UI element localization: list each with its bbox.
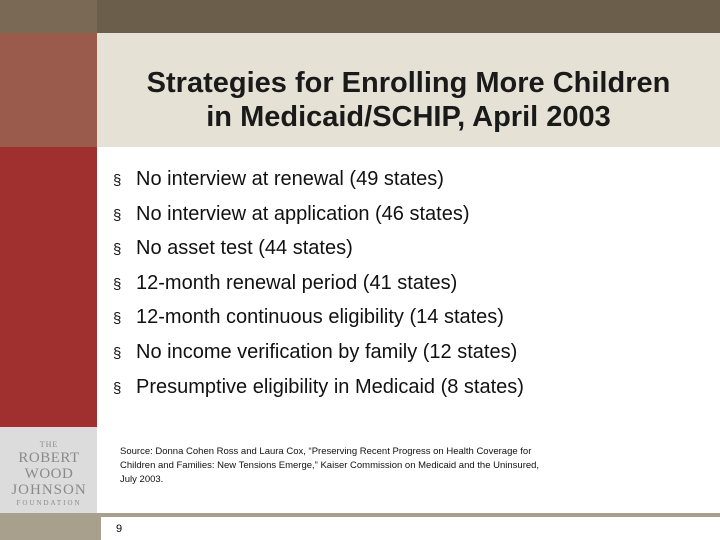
bullet-text: Presumptive eligibility in Medicaid (8 states) [136,375,524,398]
page-number: 9 [116,523,123,535]
bullet-text: No asset test (44 states) [136,237,353,260]
slide-title-line-1: Strategies for Enrolling More Children [146,67,671,99]
bullet-item [113,335,713,370]
title-bar-left [0,33,97,147]
source-citation [120,445,660,487]
bullet-marker: § [113,344,122,362]
bullet-list [113,162,713,404]
bullet-item [113,162,713,197]
bullet-text: No income verification by family (12 states) [136,340,518,363]
page-number-box [101,517,720,540]
bullet-text: No interview at renewal (49 states) [136,168,444,190]
bullet-text: No interview at application (46 states) [136,202,470,225]
slide-title-line-2: in Medicaid/SCHIP, April 2003 [206,101,611,133]
source-line-3: July 2003. [120,474,164,485]
logo-line-1: THE [39,440,59,449]
bullet-item [113,197,713,232]
bullet-marker: § [113,310,122,328]
logo-line-3: JOHNSON [11,482,87,498]
slide-title [97,66,720,134]
top-band-left [0,0,97,33]
bullet-marker: § [113,379,122,397]
bullet-item [113,300,713,335]
bullet-text: 12-month renewal period (41 states) [136,271,458,294]
source-line-1: Source: Donna Cohen Ross and Laura Cox, “Preserving Recent Progress on Health Coverage for [120,446,532,457]
foundation-logo [4,440,94,507]
red-side-panel [0,147,97,427]
bullet-item [113,266,713,301]
bullet-marker: § [113,275,122,293]
bullet-item [113,370,713,405]
top-band [0,0,720,33]
source-line-2: Children and Families: New Tensions Emerge,” Kaiser Commission on Medicaid and the Uninsured, [120,460,540,471]
bullet-item [113,231,713,266]
bullet-text: 12-month continuous eligibility (14 states) [136,306,504,329]
bullet-marker: § [113,241,122,259]
bullet-marker: § [113,206,122,224]
logo-line-4: FOUNDATION [16,499,82,507]
logo-line-2: ROBERT WOOD [18,450,80,482]
bullet-marker: § [113,172,122,189]
